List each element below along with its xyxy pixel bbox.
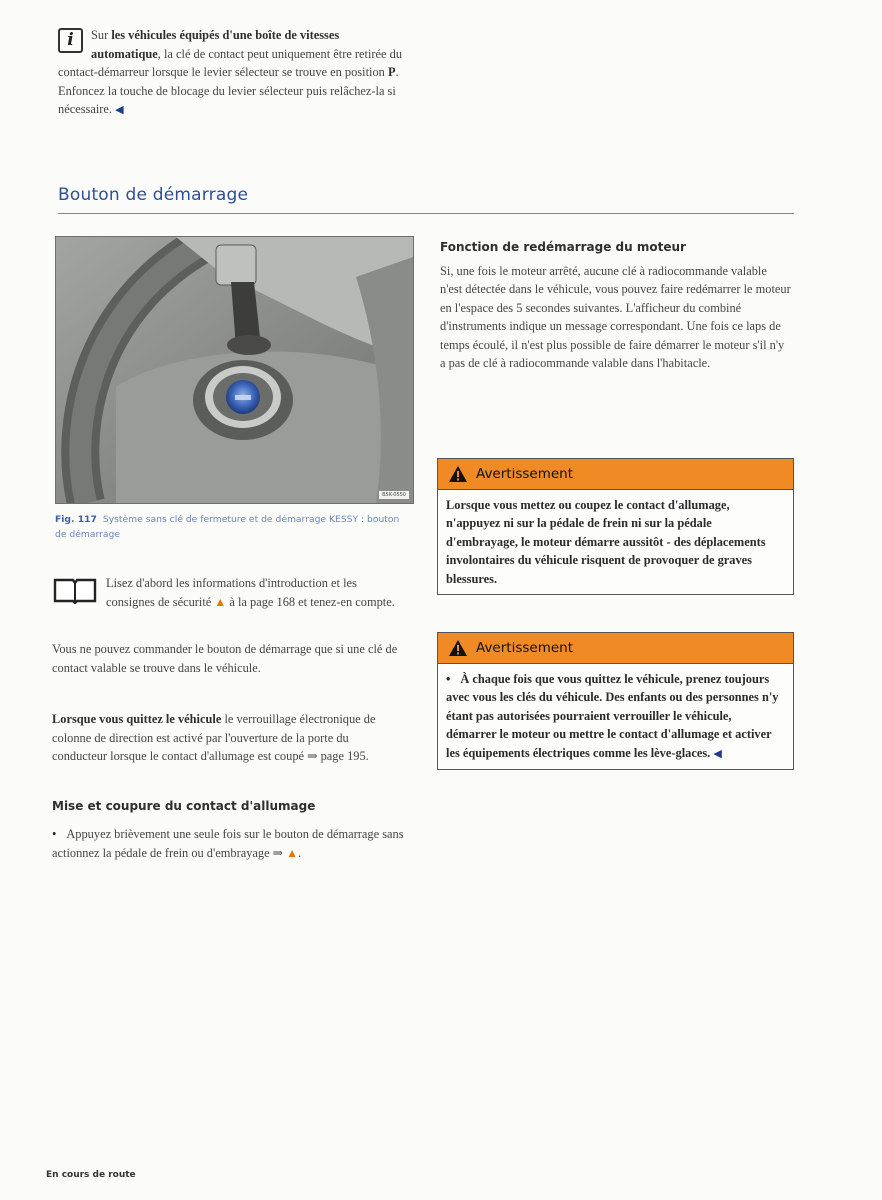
warning-box-2 [437, 632, 794, 770]
paragraph-bold-lead: Lorsque vous quittez le véhicule [52, 712, 222, 726]
figure-caption-text: Système sans clé de fermeture et de démarrage KESSY : bouton de démarrage [55, 514, 400, 540]
warning-body [438, 664, 793, 769]
paragraph-leaving-vehicle [52, 710, 404, 766]
warning-triangle-icon [448, 639, 468, 657]
warning-header [438, 633, 793, 664]
selector-position: P [387, 65, 396, 80]
end-marker-icon: ◀ [713, 747, 722, 760]
paragraph-rest: le verrouillage électronique de colonne de direction est activé par l'ouverture de la porte du conducteur lorsque le contact d'allumage est coupé ⇒ page 195. [52, 712, 376, 764]
restart-paragraph: Si, une fois le moteur arrêté, aucune clé à radiocommande valable n'est détectée dans le véhicule, vous pouvez faire redémarrer le moteur en l'espace des 5 secondes suivantes. L'afficheur du combiné d'instruments indique un message correspondant. Une fois ce laps de temps écoulé, il n'est plus possible de faire démarrer le moteur s'il n'y a pas de clé à radiocommande valable dans l'habitacle. [440, 264, 791, 371]
read-first-text: Lisez d'abord les informations d'introduction et les consignes de sécurité [106, 576, 357, 609]
info-icon: i [58, 28, 83, 53]
read-first-note [52, 574, 404, 611]
ignition-bullet [52, 825, 404, 862]
warning-icon: ▲ [214, 594, 227, 609]
paragraph-start-button: Vous ne pouvez commander le bouton de démarrage que si une clé de contact valable se trouve dans le véhicule. [52, 642, 398, 675]
warning-title: Avertissement [476, 466, 574, 482]
warning-title: Avertissement [476, 640, 574, 656]
start-button-illustration [56, 237, 413, 503]
warning-text: • À chaque fois que vous quittez le véhicule, prenez toujours avec vous les clés du véhicule. Des enfants ou des personnes n'y étant pas autorisées pourraient verrouiller le véhicule, démarrer le moteur ou mettre le contact d'allumage et activer les équipements électriques comme les lève-glaces. [446, 672, 779, 760]
book-icon [52, 576, 98, 604]
info-note-bold: les véhicules équipés d'une boîte de vitesses automatique [91, 28, 340, 61]
restart-heading: Fonction de redémarrage du moteur [440, 240, 686, 254]
end-marker-icon: ◀ [115, 104, 124, 117]
figure-number: Fig. 117 [55, 514, 97, 525]
section-title: Bouton de démarrage [58, 185, 249, 205]
ignition-subheading: Mise et coupure du contact d'allumage [52, 799, 316, 813]
warning-text: Lorsque vous mettez ou coupez le contact d'allumage, n'appuyez ni sur la pédale de frein ni sur la pédale d'embrayage, le moteur démarre aussitôt - des déplacements involontaires du véhicule risquent de provoquer de graves blessures. [446, 498, 766, 586]
warning-triangle-icon [448, 465, 468, 483]
info-note [58, 26, 410, 120]
info-note-text: , la clé de contact peut uniquement être retirée du contact-démarreur lorsque le levier sélecteur se trouve en position [58, 46, 403, 80]
read-first-text-end: à la page 168 et tenez-en compte. [226, 594, 395, 609]
bullet-end: . [298, 845, 302, 860]
page-footer: En cours de route [46, 1170, 136, 1180]
warning-header [438, 459, 793, 490]
figure-id-label: B5K-0550 [379, 491, 409, 499]
figure-start-button [55, 236, 414, 504]
warning-box-1 [437, 458, 794, 595]
info-note-prefix: Sur [91, 28, 112, 42]
section-divider [58, 213, 794, 214]
bullet-text: • Appuyez brièvement une seule fois sur le bouton de démarrage sans actionnez la pédale de frein ou d'embrayage ⇒ [52, 827, 404, 860]
figure-caption [55, 512, 405, 542]
info-note-end: . Enfoncez la touche de blocage du levier sélecteur puis relâchez-la si nécessaire. [58, 65, 399, 117]
warning-icon: ▲ [286, 845, 299, 860]
